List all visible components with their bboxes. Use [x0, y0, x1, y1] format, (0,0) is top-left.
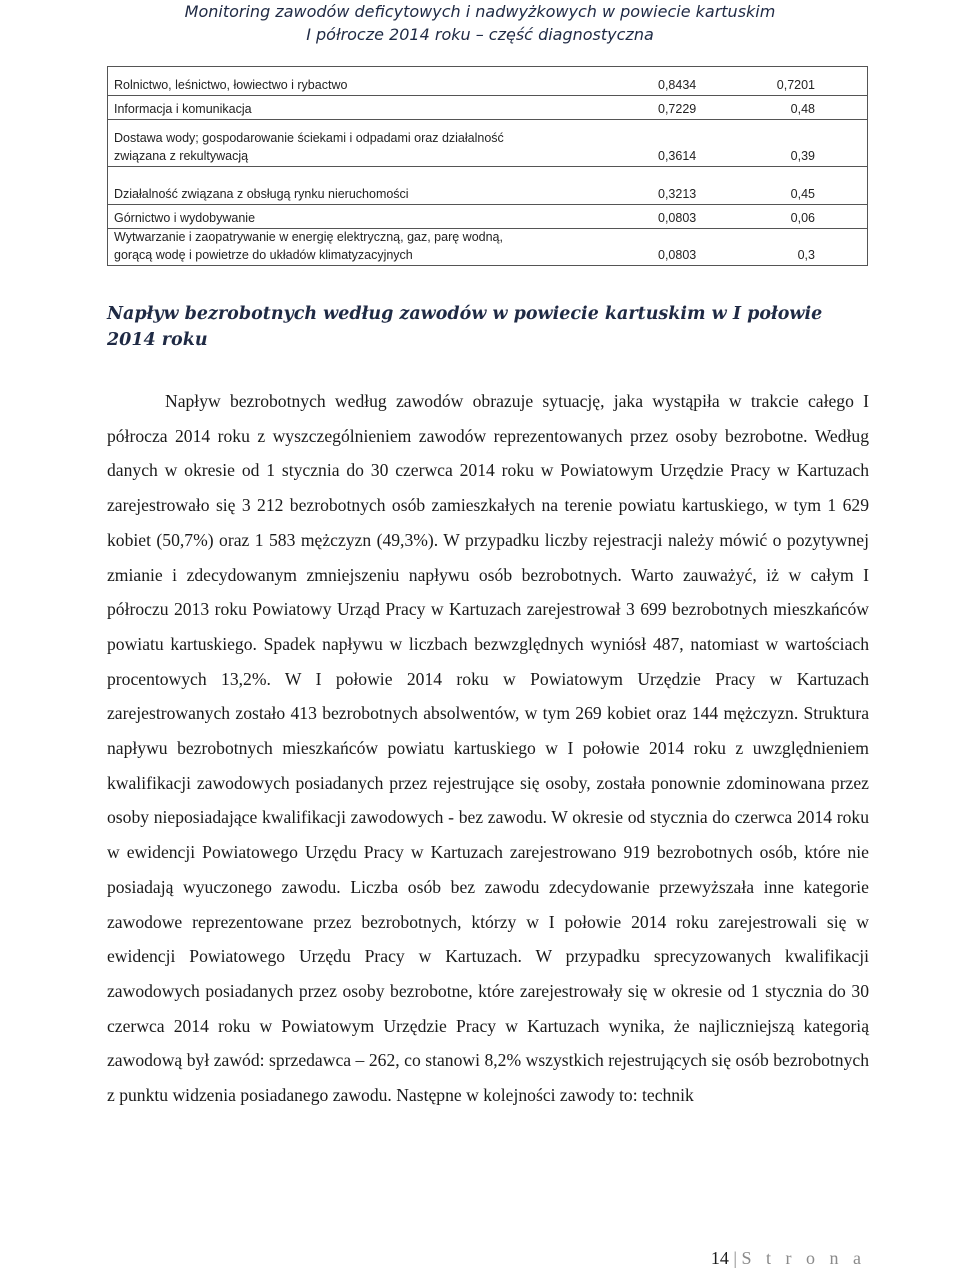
- page-header: [0, 0, 960, 46]
- header-line-1: Monitoring zawodów deficytowych i nadwyżkowych w powiecie kartuskim: [184, 2, 776, 21]
- table-row: [108, 96, 868, 120]
- table-row: [108, 205, 868, 229]
- body-paragraph: [107, 384, 869, 1113]
- row-label-line-2: gorącą wodę i powietrze do układów klimatyzacyjnych: [114, 248, 413, 262]
- paragraph-text: Napływ bezrobotnych według zawodów obrazuje sytuację, jaka wystąpiła w trakcie całego I półrocza 2014 roku z wyszczególnieniem zawodów reprezentowanych przez osoby bezrobotne. Według danych w okresie od 1 stycznia do 30 czerwca 2014 roku w Powiatowym Urzędzie Pracy w Kartuzach zarejestrowało się 3 212 bezrobotnych osób zamieszkałych na terenie powiatu kartuskiego, w tym 1 629 kobiet (50,7%) oraz 1 583 mężczyzn (49,3%). W przypadku liczby rejestracji należy mówić o pozytywnej zmianie i zdecydowanym zmniejszeniu napływu osób bezrobotnych. Warto zauważyć, iż w całym I półroczu 2013 roku Powiatowy Urząd Pracy w Kartuzach zarejestrował 3 699 bezrobotnych mieszkańców powiatu kartuskiego. Spadek napływu w liczbach bezwzględnych wyniósł 487, natomiast w wartościach procentowych 13,2%. W I połowie 2014 roku w Powiatowym Urzędzie Pracy w Kartuzach zarejestrowanych zostało 413 bezrobotnych absolwentów, w tym 269 kobiet oraz 144 mężczyzn. Struktura napływu bezrobotnych mieszkańców powiatu kartuskiego w I połowie 2014 roku z uwzględnieniem kwalifikacji zawodowych posiadanych przez rejestrujące się osoby, została ponownie zdominowana przez osoby nieposiadające kwalifikacji zawodowych - bez zawodu. W okresie od stycznia do czerwca 2014 roku w ewidencji Powiatowego Urzędu Pracy w Kartuzach zarejestrowano 919 bezrobotnych osób, które nie posiadają wyuczonego zawodu. Liczba osób bez zawodu zdecydowanie przewyższała inne kategorie zawodowe reprezentowane przez bezrobotnych, którzy w I połowie 2014 roku zarejestrowali się w ewidencji Powiatowego Urzędu Pracy w Kartuzach. W przypadku sprecyzowanych kwalifikacji zawodowych posiadanych przez osoby bezrobotne, które zarejestrowały się w okresie od 1 stycznia do 30 czerwca 2014 roku w Powiatowym Urzędzie Pracy w Kartuzach wynika, że najliczniejszą kategorią zawodową był zawód: sprzedawca – 262, co stanowi 8,2% wszystkich rejestrujących się osób bezrobotnych z punktu widzenia posiadanego zawodu. Następne w kolejności zawody to: technik: [107, 391, 869, 1106]
- table-row: [108, 167, 868, 205]
- table-row: [108, 120, 868, 167]
- row-label: Działalność związana z obsługą rynku nieruchomości: [114, 187, 409, 201]
- footer-label: S t r o n a: [741, 1248, 866, 1268]
- row-value-1: 0,3614: [658, 149, 697, 163]
- row-value-2: 0,06: [790, 211, 815, 225]
- table-row: [108, 67, 868, 96]
- table-row: [108, 229, 868, 266]
- row-value-2: 0,48: [790, 102, 815, 116]
- row-label-line-2: związana z rekultywacją: [114, 149, 249, 163]
- row-label: Górnictwo i wydobywanie: [114, 211, 256, 225]
- row-label-line-1: Wytwarzanie i zaopatrywanie w energię elektryczną, gaz, parę wodną,: [114, 230, 503, 244]
- header-line-2: I półrocze 2014 roku – część diagnostyczna: [306, 25, 654, 44]
- row-value-1: 0,0803: [658, 248, 697, 262]
- indicator-table: [107, 66, 868, 266]
- row-value-1: 0,3213: [658, 187, 697, 201]
- footer-separator: |: [733, 1248, 737, 1268]
- row-label: Rolnictwo, leśnictwo, łowiectwo i rybactwo: [114, 78, 348, 92]
- row-label-line-1: Dostawa wody; gospodarowanie ściekami i odpadami oraz działalność: [114, 131, 504, 145]
- page-footer: [0, 1248, 866, 1269]
- row-value-1: 0,7229: [658, 102, 697, 116]
- row-value-1: 0,0803: [658, 211, 697, 225]
- row-value-2: 0,3: [797, 248, 815, 262]
- section-title: Napływ bezrobotnych według zawodów w powiecie kartuskim w I połowie 2014 roku: [107, 304, 823, 350]
- row-value-2: 0,7201: [776, 78, 815, 92]
- row-value-2: 0,39: [790, 149, 815, 163]
- row-value-1: 0,8434: [658, 78, 697, 92]
- row-label: Informacja i komunikacja: [114, 102, 252, 116]
- row-value-2: 0,45: [790, 187, 815, 201]
- page-number: 14: [710, 1248, 729, 1268]
